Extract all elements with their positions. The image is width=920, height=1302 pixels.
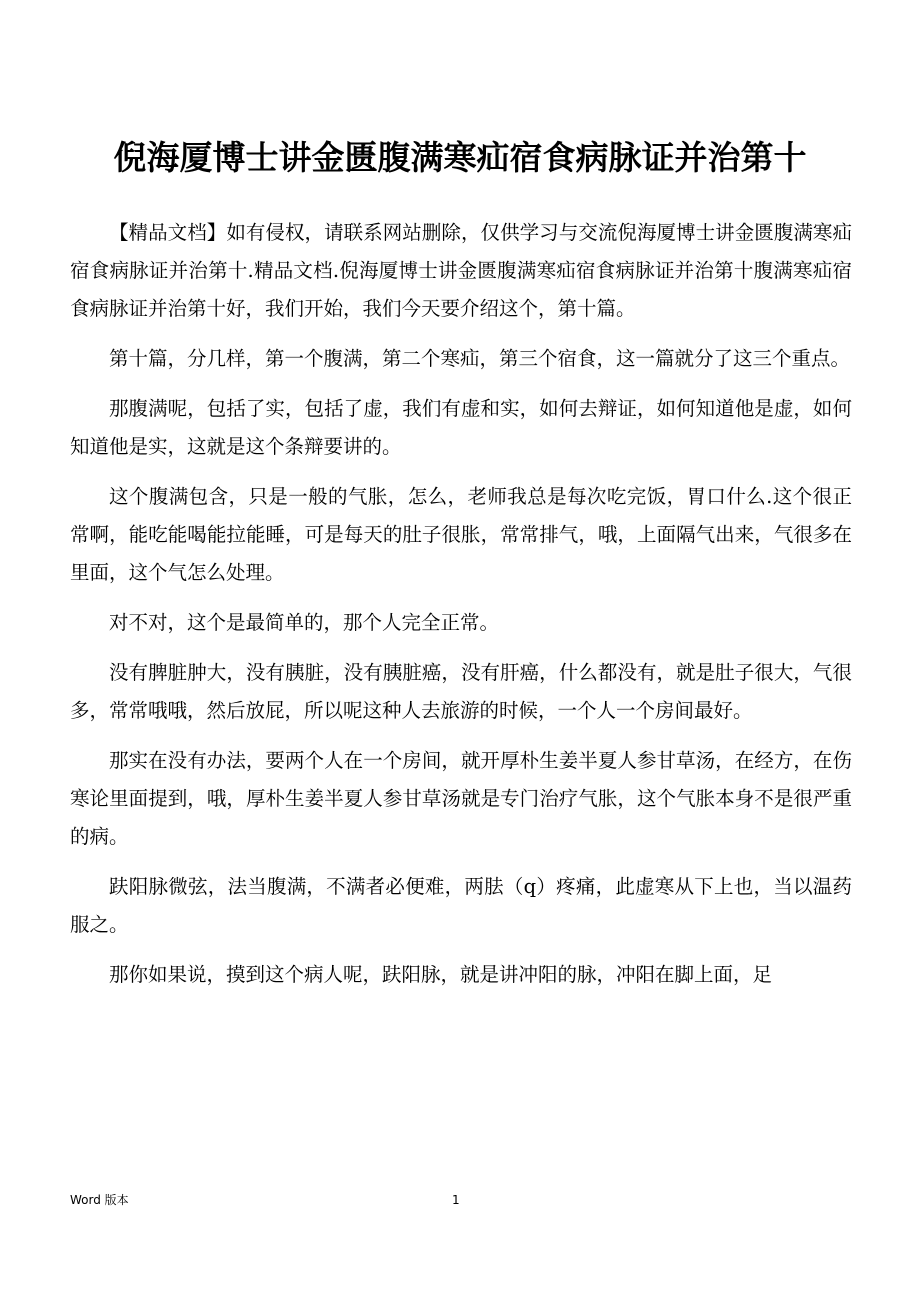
paragraph: 趺阳脉微弦，法当腹满，不满者必便难，两胠（q）疼痛，此虚寒从下上也，当以温药服之。	[70, 875, 852, 936]
paragraph: 那实在没有办法，要两个人在一个房间，就开厚朴生姜半夏人参甘草汤，在经方，在伤寒论里面提到，哦，厚朴生姜半夏人参甘草汤就是专门治疗气胀，这个气胀本身不是很严重的病。	[70, 749, 852, 848]
paragraph: 这个腹满包含，只是一般的气胀，怎么，老师我总是每次吃完饭，胃口什么.这个很正常啊，能吃能喝能拉能睡，可是每天的肚子很胀，常常排气，哦，上面隔气出来，气很多在里面，这个气怎么处理。	[70, 485, 852, 584]
paragraph: 没有脾脏肿大，没有胰脏，没有胰脏癌，没有肝癌，什么都没有，就是肚子很大，气很多，常常哦哦，然后放屁，所以呢这种人去旅游的时候，一个人一个房间最好。	[70, 661, 852, 722]
paragraph: 那你如果说，摸到这个病人呢，趺阳脉，就是讲冲阳的脉，冲阳在脚上面，足	[109, 963, 773, 986]
document-body	[70, 214, 852, 1174]
paragraph: 对不对，这个是最简单的，那个人完全正常。	[109, 611, 500, 634]
paragraph: 第十篇，分几样，第一个腹满，第二个寒疝，第三个宿食，这一篇就分了这三个重点。	[109, 347, 851, 370]
footer-label: Word 版本	[70, 1193, 129, 1207]
paragraph: 那腹满呢，包括了实，包括了虚，我们有虚和实，如何去辩证，如何知道他是虚，如何知道他是实，这就是这个条辩要讲的。	[70, 397, 852, 458]
document-title: 倪海厦博士讲金匮腹满寒疝宿食病脉证并治第十	[113, 138, 807, 177]
paragraph: 【精品文档】如有侵权，请联系网站删除，仅供学习与交流倪海厦博士讲金匮腹满寒疝宿食病脉证并治第十.精品文档.倪海厦博士讲金匮腹满寒疝宿食病脉证并治第十腹满寒疝宿食病脉证并治第十好，我们开始，我们今天要介绍这个，第十篇。	[70, 221, 852, 320]
page-number: 1	[452, 1193, 460, 1207]
